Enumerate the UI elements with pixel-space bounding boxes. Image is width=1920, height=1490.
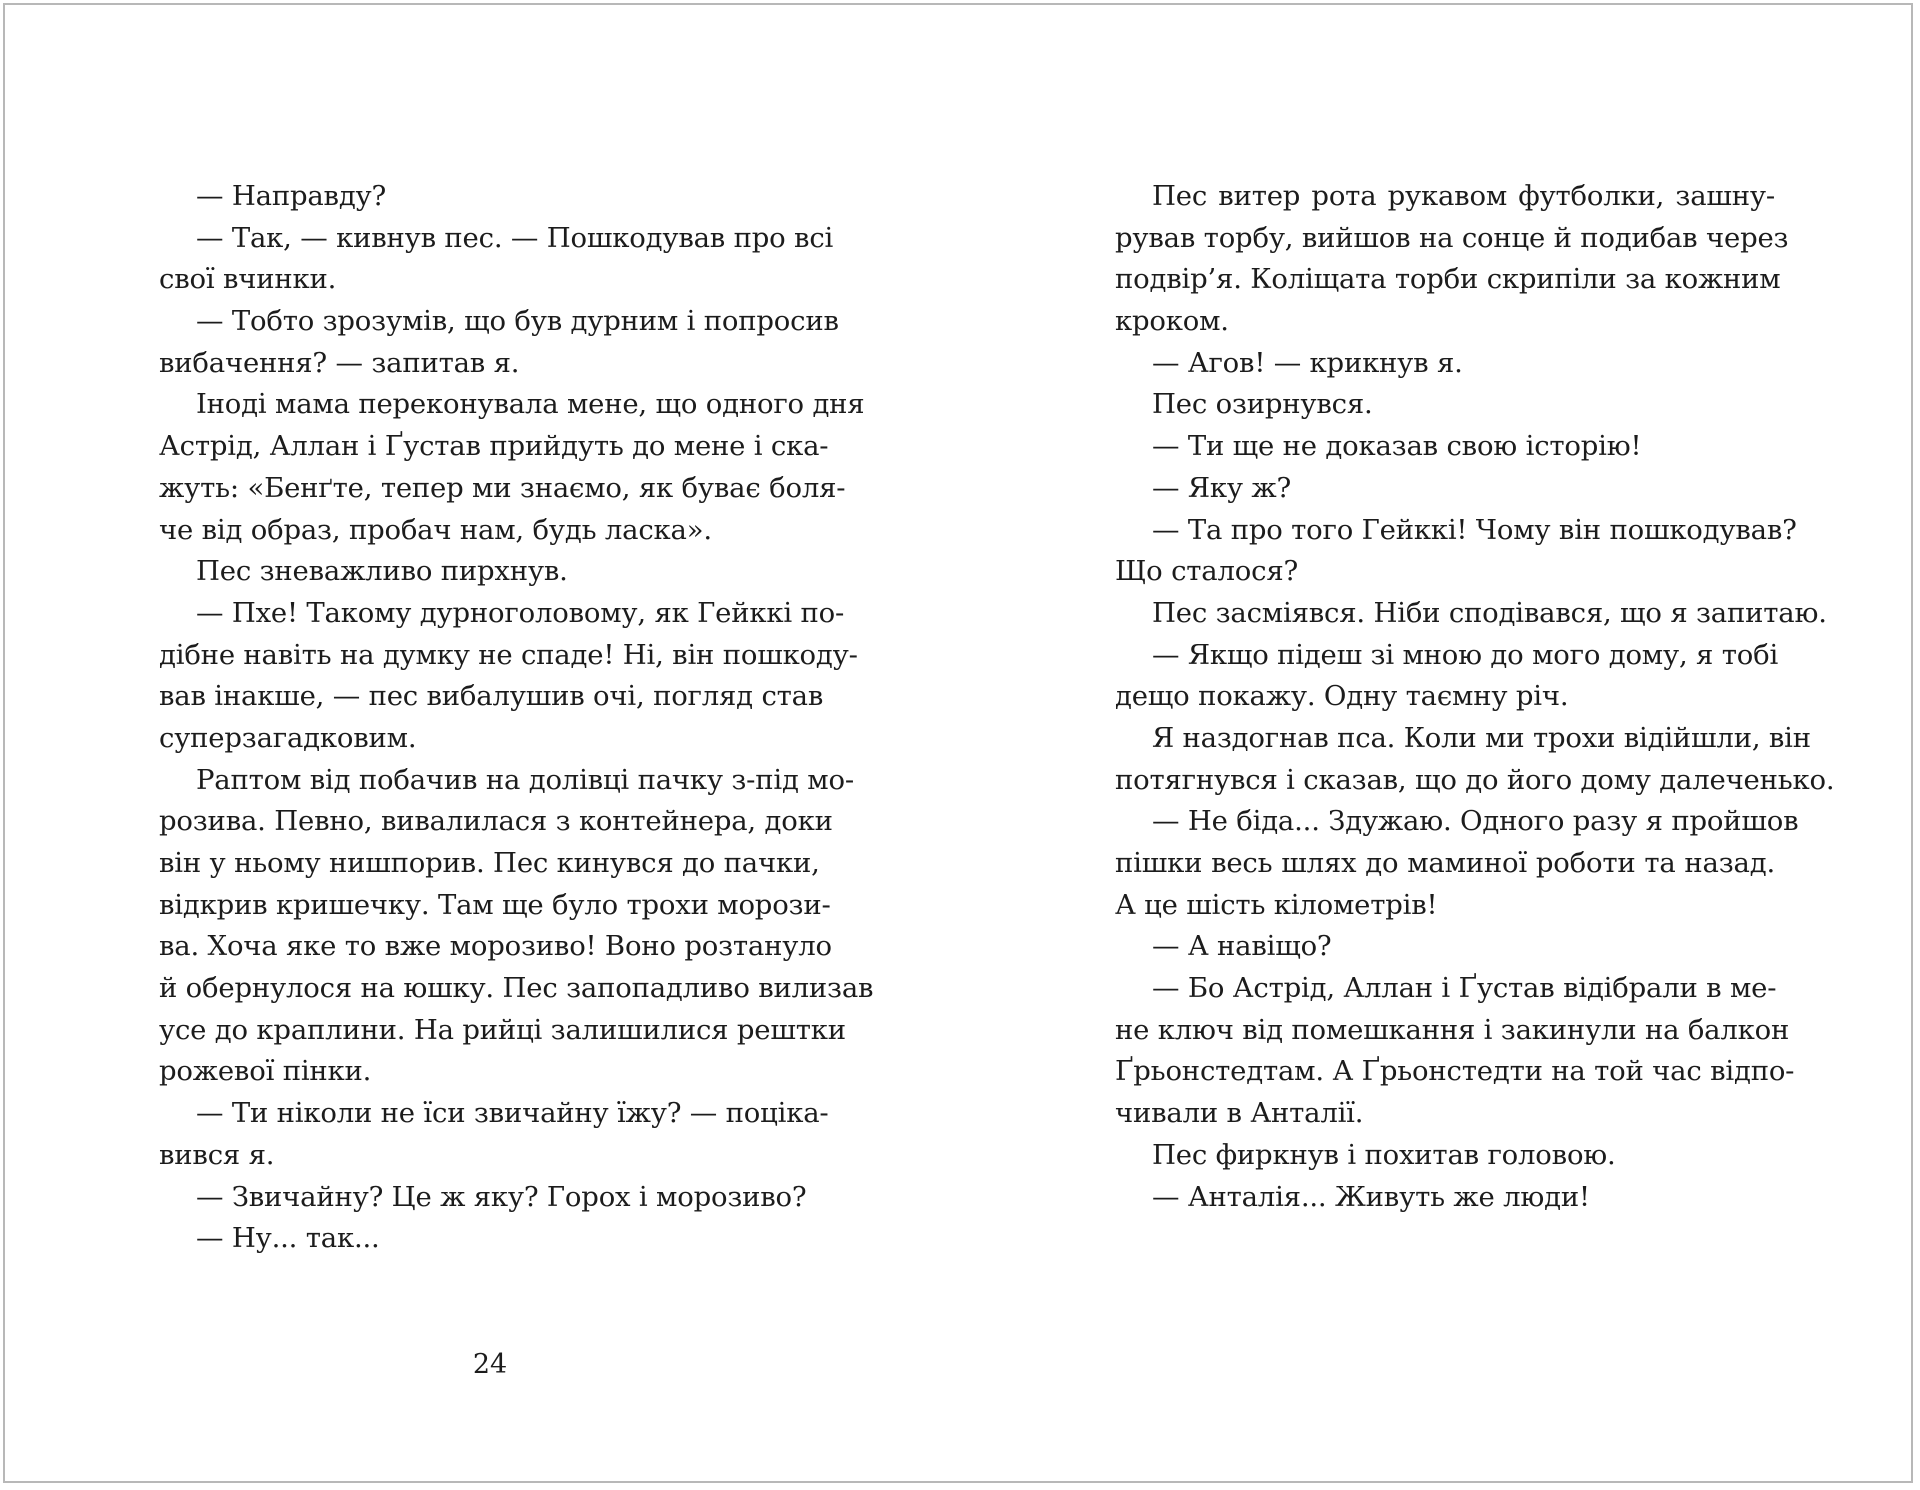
text-line: рував торбу, вийшов на сонце й подибав через <box>1115 221 1789 254</box>
text-line: че від образ, пробач нам, будь ласка». <box>159 513 712 546</box>
text-line: свої вчинки. <box>159 263 337 296</box>
text-line: — Тобто зрозумів, що був дурним і попросив <box>196 305 839 338</box>
text-line: — А навіщо? <box>1152 930 1332 963</box>
text-line: жуть: «Бенґте, тепер ми знаємо, як буває боля- <box>159 471 846 504</box>
text-line: дещо покажу. Одну таємну річ. <box>1115 680 1569 713</box>
text-line: — Так, — кивнув пес. — Пошкодував про всі <box>196 221 834 254</box>
text-line: — Ти ніколи не їси звичайну їжу? — поціка- <box>196 1097 829 1130</box>
text-line: Астрід, Аллан і Ґустав прийдуть до мене і ска- <box>159 430 829 463</box>
text-line: розива. Певно, вивалилася з контейнера, доки <box>159 805 833 838</box>
text-line: — Та про того Гейккі! Чому він пошкодував? <box>1152 513 1797 546</box>
text-line: потягнувся і сказав, що до його дому далеченько. <box>1115 763 1835 796</box>
text-line: вав інакше, — пес вибалушив очі, погляд став <box>159 680 824 713</box>
text-line: — Направду? <box>196 180 387 212</box>
text-line: дібне навіть на думку не спаде! Ні, він пошкоду- <box>159 638 858 671</box>
text-line: він у ньому нишпорив. Пес кинувся до пачки, <box>159 847 820 879</box>
left-page-text <box>159 176 874 1260</box>
text-line: — Звичайну? Це ж яку? Горох і морозиво? <box>196 1180 807 1213</box>
text-line: Пес зневажливо пирхнув. <box>196 555 568 588</box>
text-line: вибачення? — запитав я. <box>159 346 520 379</box>
text-line: кроком. <box>1115 305 1229 338</box>
text-line: — Бо Астрід, Аллан і Ґустав відібрали в ме- <box>1152 972 1777 1005</box>
text-line: вився я. <box>159 1138 275 1171</box>
text-line: Пес витер рота рукавом футболки, зашну- <box>1152 180 1775 212</box>
text-line: — Ну... так... <box>196 1222 380 1255</box>
text-line: — Яку ж? <box>1152 471 1292 504</box>
text-line: чивали в Анталії. <box>1115 1097 1364 1130</box>
text-line: Раптом від побачив на долівці пачку з-під мо- <box>196 763 854 796</box>
text-line: не ключ від помешкання і закинули на балкон <box>1115 1013 1790 1046</box>
text-line: рожевої пінки. <box>159 1055 372 1088</box>
text-line: — Якщо підеш зі мною до мого дому, я тобі <box>1152 638 1779 671</box>
text-line: Я наздогнав пса. Коли ми трохи відійшли, він <box>1152 721 1811 754</box>
text-line: — Не біда... Здужаю. Одного разу я пройшов <box>1152 805 1799 838</box>
text-line: Що сталося? <box>1115 555 1299 588</box>
text-line: Пес засміявся. Ніби сподівався, що я запитаю. <box>1152 596 1827 629</box>
text-line: ва. Хоча яке то вже морозиво! Воно розтануло <box>159 930 832 963</box>
text-line: — Агов! — крикнув я. <box>1152 346 1463 379</box>
text-line: — Анталія... Живуть же люди! <box>1152 1180 1590 1213</box>
text-line: й обернулося на юшку. Пес запопадливо вилизав <box>159 972 874 1005</box>
text-line: Ґрьонстедтам. А Ґрьонстедти на той час відпо- <box>1115 1055 1795 1088</box>
text-line: суперзагадковим. <box>159 721 417 754</box>
text-line: пішки весь шлях до маминої роботи та назад. <box>1115 847 1775 879</box>
text-line: усе до краплини. На рийці залишилися рештки <box>159 1013 846 1046</box>
text-line: подвір’я. Коліщата торби скрипіли за кожним <box>1115 263 1781 296</box>
text-line: Іноді мама переконувала мене, що одного дня <box>196 388 865 421</box>
text-line: відкрив кришечку. Там ще було трохи морози- <box>159 888 831 921</box>
text-line: Пес фиркнув і похитав головою. <box>1152 1138 1616 1171</box>
page-number: 24 <box>472 1349 508 1380</box>
text-line: Пес озирнувся. <box>1152 388 1373 421</box>
text-line: — Пхе! Такому дурноголовому, як Гейккі по- <box>196 596 845 629</box>
right-page-text <box>1115 176 1835 1218</box>
text-line: — Ти ще не доказав свою історію! <box>1152 430 1642 463</box>
text-line: А це шість кілометрів! <box>1115 888 1438 921</box>
